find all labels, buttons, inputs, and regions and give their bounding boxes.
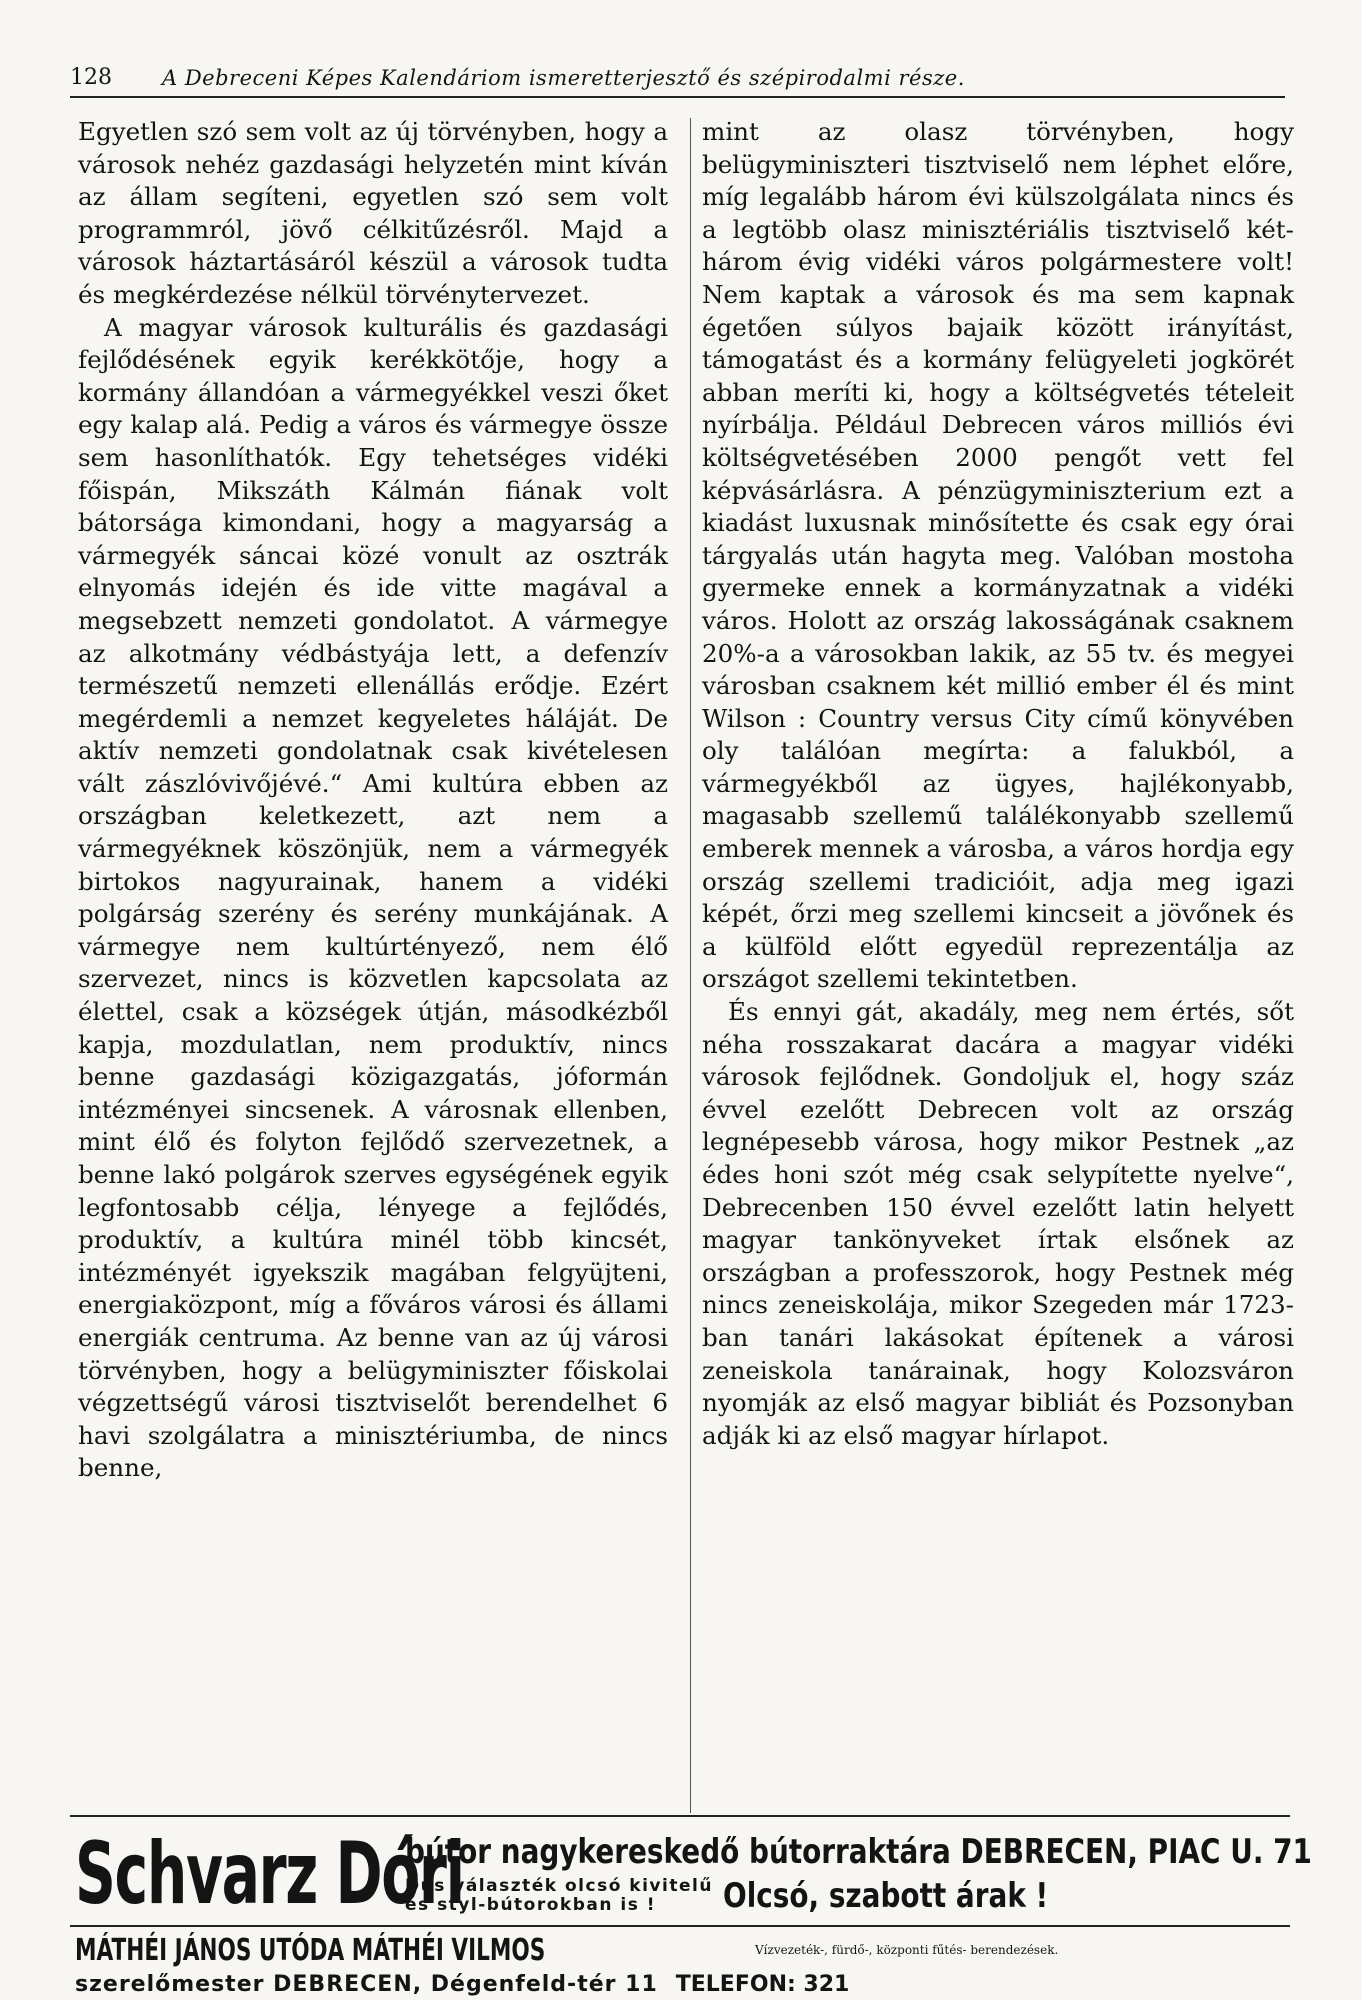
paragraph: mint az olasz törvényben, hogy belügyminiszteri tisztviselő nem léphet előre, míg legalább három évi külszolgálata nincs és a legtöbb olasz minisztériális tisztviselő két-három évig vidéki város polgármestere volt! Nem kaptak a városok és ma sem kapnak égetően súlyos bajaik között irányítást, támogatást és a kormány felügyeleti jogkörét abban meríti ki, hogy a költségvetés tételeit nyírbálja. Például Debrecen város milliós évi költségvetésében 2000 pengőt vett fel képvásárlásra. A pénzügyminiszterium ezt a kiadást luxusnak minősítette és csak egy órai tárgyalás után hagyta meg. Valóban mostoha gyermeke ennek a kormányzatnak a vidéki város. Holott az ország lakosságának csaknem 20%-a a városokban lakik, az 55 tv. és megyei városban csaknem két millió ember él és mint Wilson : Country versus City című könyvében oly találóan megírta: a falukból, a vármegyékből az ügyes, hajlékonyabb, magasabb szellemű találékonyabb szellemű emberek mennek a városba, a város hordja egy ország szellemi tradicióit, adja meg igazi képét, őrzi meg szellemi kincseit a jövőnek és a külföld előtt egyedül reprezentálja az országot szellemi tekintetben. [702,117,1294,994]
ad-services-line2: központi fűtés- [876,1942,967,1957]
running-header [70,58,1285,98]
right-column [702,116,1294,1452]
mathei-advertisement [75,1930,1290,1998]
ad-top-rule [70,1815,1290,1817]
ad-address: szerelőmester DEBRECEN, Dégenfeld-tér 11 [75,1971,658,1997]
ad-services [755,1944,1058,1957]
ad-address-row [75,1970,1290,1998]
ad-small-line2: és styl-bútorokban is ! [405,1895,657,1915]
paragraph: Egyetlen szó sem volt az új törvényben, hogy a városok nehéz gazdasági helyzetén mint kíván az állam segíteni, egyetlen szó sem volt programmról, jövő célkitűzésről. Majd a városok háztartásáról készül a városok tudta és megkérdezése nélkül törvénytervezet. [78,117,668,309]
ad-details [405,1832,1362,1916]
ad-services-line1: Vízvezeték-, fürdő-, [755,1942,873,1957]
column-divider [690,118,691,1813]
ad-business-line: bútor nagykereskedő bútorraktára DEBRECEN, PIAC U. 71 [405,1832,1312,1872]
left-column [78,116,668,1485]
ad-prices: Olcsó, szabott árak ! [722,1876,1049,1916]
ad-company-name: Schvarz Dóri [75,1824,464,1924]
ad-phone: TELEFON: 321 [675,1971,850,1997]
ad-services-line3: berendezések. [970,1942,1059,1957]
paragraph: A magyar városok kulturális és gazdasági fejlődésének egyik kerékkötője, hogy a kormány állandóan a vármegyékkel veszi őket egy kalap alá. Pedig a város és vármegye össze sem hasonlíthatók. Egy tehetséges vidéki főispán, Mikszáth Kálmán fiának volt bátorsága kimondani, hogy a magyarság a vármegyék sáncai közé vonult az osztrák elnyomás idején és ide vitte magával a megsebzett nemzeti gondolatot. A vármegye az alkotmány védbástyája lett, a defenzív természetű nemzeti ellenállás erődje. Ezért megérdemli a nemzet kegyeletes háláját. De aktív nemzeti gondolatnak csak kivételesen vált zászlóvivőjévé.“ Ami kultúra ebben az országban keletkezett, azt nem a vármegyéknek köszönjük, nem a vármegyék birtokos nagyurainak, hanem a vidéki polgárság szerény és serény munkájának. A vármegye nem kultúrtényező, nem élő szervezet, nincs is közvetlen kapcsolata az élettel, csak a községek útján, másodkézből kapja, mozdulatlan, nem produktív, nincs benne gazdasági közigazgatás, jóformán intézményei sincsenek. A városnak ellenben, mint élő és folyton fejlődő szervezetnek, a benne lakó polgárok szerves egységének egyik legfontosabb célja, lényege a fejlődés, produktív, a kultúra minél több kincsét, intézményét igyekszik magában felgyüjteni, energiaközpont, míg a főváros városi és állami energiák centruma. Az benne van az új városi törvényben, hogy a belügyminiszter főiskolai végzettségű városi tisztviselőt berendelhet 6 havi szolgálatra a minisztériumba, de nincs benne, [78,312,668,1483]
ad-offer-row [405,1876,1362,1916]
paragraph: És ennyi gát, akadály, meg nem értés, sőt néha rosszakarat dacára a magyar vidéki városok fejlődnek. Gondoljuk el, hogy száz évvel ezelőtt Debrecen volt az ország legnépesebb városa, hogy mikor Pestnek „az édes honi szót még csak selypítette nyelve“, Debrecenben 150 évvel ezelőtt latin helyett magyar tankönyveket írtak elsőnek az országban a professzorok, hogy Pestnek még nincs zeneiskolája, mikor Szegeden már 1723-ban tanári lakásokat építenek a városi zeneiskola tanárainak, hogy Kolozsváron nyomják az első magyar bibliát és Pozsonyban adják ki az első magyar hírlapot. [702,997,1294,1450]
ad-company-name: MÁTHÉI JÁNOS UTÓDA MÁTHÉI VILMOS [75,1932,546,1968]
ad-small-line1: Dús választék olcsó kivitelű [405,1876,713,1896]
schvarz-advertisement [75,1824,1312,1924]
ad-middle-rule [70,1925,1290,1927]
running-title: A Debreceni Képes Kalendáriom ismeretterjesztő és szépirodalmi része. [162,66,965,90]
page-number: 128 [70,65,112,90]
